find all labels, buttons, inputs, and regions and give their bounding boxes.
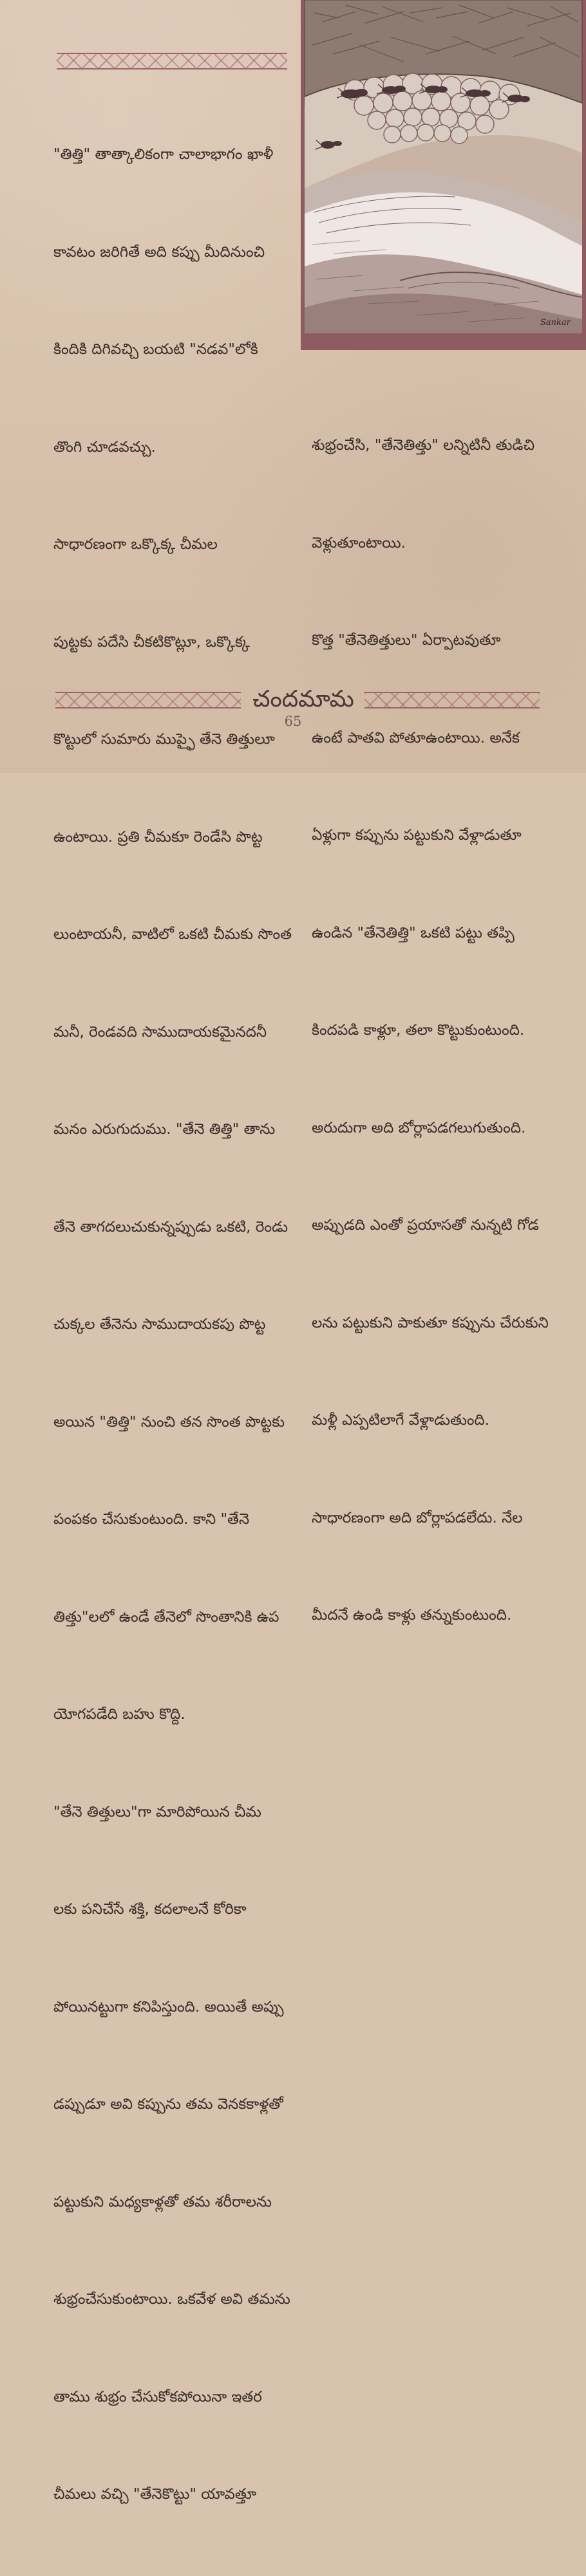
page-number: 65 — [284, 714, 302, 729]
right-line-12: సాధారణంగా అది బోర్లాపడలేదు. నేల — [312, 1509, 523, 1526]
illustration-signature: Sankar — [540, 318, 571, 328]
left-line-13: చుక్కల తేనెను సాముదాయకపు పొట్ట — [53, 1316, 266, 1333]
ant-nest-illustration — [301, 0, 586, 350]
right-line-5: ఏళ్లుగా కప్పును పట్టుకుని వేళ్లాడుతూ — [312, 827, 522, 844]
right-line-10: లను పట్టుకుని పాకుతూ కప్పును చేరుకుని — [312, 1314, 549, 1331]
left-line-24: తాము శుభ్రం చేసుకోకపోయినా ఇతర — [53, 2388, 262, 2405]
right-line-11: మళ్లీ ఎప్పటిలాగే వేళ్లాడుతుంది. — [312, 1412, 490, 1429]
left-line-10: మనీ, రెండవది సాముదాయకమైనదనీ — [53, 1023, 267, 1041]
left-line-15: పంపకం చేసుకుంటుంది. కాని "తేనె — [53, 1511, 250, 1528]
right-line-6: ఉండిన "తేనెతిత్తి" ఒకటి పట్టు తప్పి — [312, 924, 515, 941]
left-line-20: పోయినట్టుగా కనిపిస్తుంది. అయితే అప్పు — [53, 1998, 284, 2015]
left-line-6: పుట్టకు పదేసి చీకటికొట్లూ, ఒక్కొక్క — [53, 633, 250, 651]
left-line-21: డప్పుడూ అవి కప్పును తమ వెనకకాళ్లతో — [53, 2096, 283, 2113]
left-line-22: పట్టుకుని మధ్యకాళ్లతో తమ శరీరాలను — [53, 2193, 272, 2210]
left-line-19: లకు పనిచేసే శక్తి, కదలాలనే కోరికా — [53, 1901, 247, 1918]
right-line-3: కొత్త "తేనెతిత్తులు" ఏర్పాటవుతూ — [312, 632, 501, 649]
left-line-14: అయిన "తిత్తి" నుంచి తన సొంత పొట్టకు — [53, 1413, 285, 1431]
bottom-left-ornament-border — [55, 692, 241, 709]
ornament-pattern — [364, 692, 540, 709]
left-line-18: "తేనె తిత్తులు"గా మారిపోయిన చీమ — [53, 1803, 261, 1821]
left-line-4: తొంగి చూడవచ్చు. — [53, 438, 156, 456]
left-line-25: చీమలు వచ్చి "తేనెకొట్టు" యావత్తూ — [53, 2486, 257, 2503]
left-line-2: కావటం జరిగితే అది కప్పు మీదినుంచి — [53, 243, 265, 261]
left-text-column — [53, 73, 292, 2576]
right-line-7: కిందపడి కాళ్లూ, తలా కొట్టుకుంటుంది. — [312, 1022, 525, 1039]
left-line-9: లుంటాయనీ, వాటిలో ఒకటి చీమకు సొంత — [53, 926, 292, 943]
left-line-1: "తిత్తి" తాత్కాలికంగా చాలాభాగం ఖాళీ — [53, 146, 274, 163]
ornament-pattern — [57, 53, 287, 69]
left-line-16: తిత్తు"లలో ఉండే తేనెలో సొంతానికి ఉప — [53, 1608, 279, 1626]
right-line-8: అరుదుగా అది బోర్లాపడగలుగుతుంది. — [312, 1119, 526, 1136]
top-ornament-border — [57, 53, 287, 69]
left-line-7: కొట్టులో సుమారు ముప్ఫై తేనె తిత్తులూ — [53, 731, 275, 748]
left-line-17: యోగపడేది బహు కొద్ది. — [53, 1706, 185, 1723]
illustration-panel — [301, 0, 586, 350]
left-line-8: ఉంటాయి. ప్రతి చీమకూ రెండేసి పొట్ట — [53, 828, 263, 846]
left-line-12: తేనె తాగదలుచుకున్నప్పుడు ఒకటి, రెండు — [53, 1218, 288, 1236]
right-line-1: శుభ్రంచేసి, "తేనెతిత్తు" లన్నిటినీ తుడిచి — [312, 437, 535, 454]
ornament-pattern — [55, 692, 241, 709]
bottom-right-ornament-border — [364, 692, 540, 709]
right-text-column — [312, 364, 549, 1697]
right-line-2: వెళ్లుతూంటాయి. — [312, 534, 406, 551]
magazine-title: చందమామ — [252, 686, 354, 712]
right-line-9: అప్పుడది ఎంతో ప్రయాసతో నున్నటి గోడ — [312, 1217, 539, 1234]
left-line-11: మనం ఎరుగుదుము. "తేనె తిత్తి" తాను — [53, 1121, 276, 1138]
left-line-3: కిందికి దిగివచ్చి బయటి "నడవ"లోకి — [53, 341, 258, 358]
left-line-5: సాధారణంగా ఒక్కొక్క చీమల — [53, 536, 218, 553]
left-line-23: శుభ్రంచేసుకుంటాయి. ఒకవేళ అవి తమను — [53, 2291, 290, 2308]
right-line-4: ఉంటే పాతవి పోతూఉంటాయి. అనేక — [312, 729, 520, 746]
right-line-13: మీదనే ఉండి కాళ్లు తన్నుకుంటుంది. — [312, 1607, 512, 1624]
